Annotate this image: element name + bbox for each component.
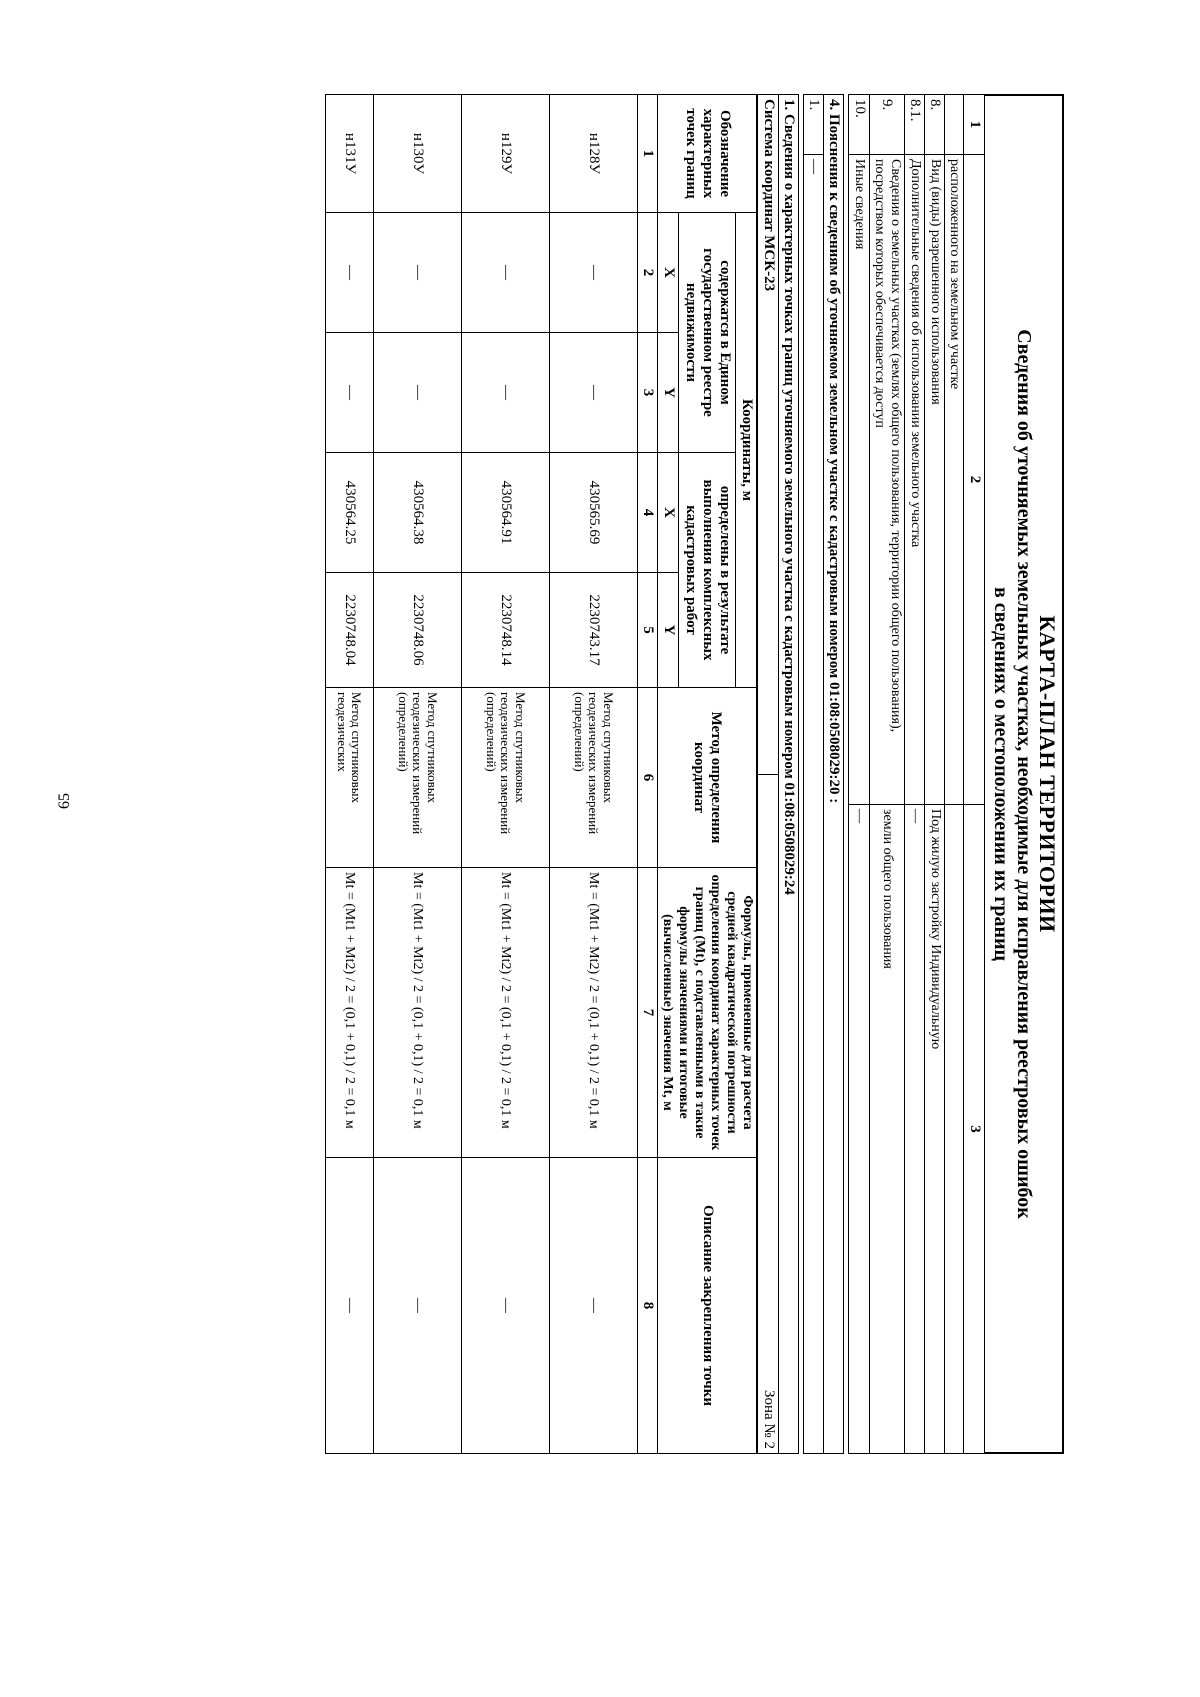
- subtitle-line-1: Сведения об уточняемых земельных участках, необходимые для исправления реестровых ошибок: [1012, 329, 1035, 1219]
- info-row: [869, 95, 904, 1454]
- point-name: н128У: [549, 95, 637, 213]
- info-col-label: 2: [964, 155, 984, 805]
- col-number: 4: [637, 453, 657, 573]
- section1-title: 1. Сведения о характерных точках границ уточняемого земельного участка с кадастровым номером 01:08:0508029:24: [778, 95, 798, 1454]
- section4-row-value: —: [803, 155, 823, 1454]
- info-row-label: Дополнительные сведения об использовании земельного участка: [904, 155, 924, 805]
- info-row-label: Сведения о земельных участках (землях общего пользования, территории общего пользования), посредством которых обеспечивается доступ: [869, 155, 904, 805]
- col-number: 7: [637, 868, 657, 1158]
- page-number: 65: [56, 793, 73, 809]
- point-x: 430565.69: [549, 453, 637, 573]
- col-designation: Обозначение характерных точек границ: [657, 95, 757, 213]
- points-table: [325, 94, 758, 1454]
- col-coords: Координаты, м: [736, 213, 757, 688]
- col-method: Метод определения координат: [657, 688, 757, 868]
- point-description: —: [325, 1158, 373, 1454]
- document-sheet: [154, 94, 1064, 1454]
- col-number: 3: [637, 333, 657, 453]
- col-number-row: [637, 95, 657, 1454]
- col-cadastral: определены в результате выполнения комплексных кадастровых работ: [679, 453, 736, 688]
- point-y-egrn: —: [461, 333, 549, 453]
- col-y-egrn: Y: [657, 333, 678, 453]
- point-y: 2230748.06: [373, 573, 461, 688]
- subtitle-line-2: в сведениях о местоположении их границ: [989, 586, 1012, 962]
- table-row: [549, 95, 637, 1454]
- col-number: 6: [637, 688, 657, 868]
- col-number: 1: [637, 95, 657, 213]
- zone-label: Зона № 2: [758, 774, 778, 1454]
- point-x-egrn: —: [549, 213, 637, 333]
- info-row-value: Под жилую застройку Индивидуальную: [925, 805, 945, 1454]
- point-method: Метод спутниковых геодезических: [325, 688, 373, 868]
- point-description: —: [549, 1158, 637, 1454]
- point-description: —: [373, 1158, 461, 1454]
- info-row: [849, 95, 869, 1454]
- col-x: X: [657, 453, 678, 573]
- point-formula: Mt = (Mt1 + Mt2) / 2 = (0,1 + 0,1) / 2 = 0,1 м: [325, 868, 373, 1158]
- info-row: [945, 95, 964, 1454]
- info-col-value: 3: [964, 805, 984, 1454]
- point-formula: Mt = (Mt1 + Mt2) / 2 = (0,1 + 0,1) / 2 = 0,1 м: [549, 868, 637, 1158]
- point-y: 2230743.17: [549, 573, 637, 688]
- point-y-egrn: —: [549, 333, 637, 453]
- info-table: [848, 94, 984, 1454]
- title-block: [985, 94, 1064, 1454]
- point-name: н130У: [373, 95, 461, 213]
- table-row: [325, 95, 373, 1454]
- point-method: Метод спутниковых геодезических измерений (определений): [549, 688, 637, 868]
- info-row-value: земли общего пользования: [869, 805, 904, 1454]
- point-formula: Mt = (Mt1 + Mt2) / 2 = (0,1 + 0,1) / 2 = 0,1 м: [461, 868, 549, 1158]
- point-x: 430564.38: [373, 453, 461, 573]
- col-y: Y: [657, 573, 678, 688]
- point-y-egrn: —: [325, 333, 373, 453]
- point-method: Метод спутниковых геодезических измерений (определений): [373, 688, 461, 868]
- col-egrn: содержатся в Едином государственном реестре недвижимости: [679, 213, 736, 453]
- info-row-num: 8.1.: [904, 95, 924, 155]
- point-x: 430564.91: [461, 453, 549, 573]
- col-number: 8: [637, 1158, 657, 1454]
- table-row: [461, 95, 549, 1454]
- point-x-egrn: —: [373, 213, 461, 333]
- info-row-value: —: [849, 805, 869, 1454]
- col-number: 2: [637, 213, 657, 333]
- point-x-egrn: —: [461, 213, 549, 333]
- info-row: [904, 95, 924, 1454]
- point-y-egrn: —: [373, 333, 461, 453]
- info-col-num: 1: [964, 95, 984, 155]
- info-row-num: 8.: [925, 95, 945, 155]
- point-description: —: [461, 1158, 549, 1454]
- info-row-num: 9.: [869, 95, 904, 155]
- point-formula: Mt = (Mt1 + Mt2) / 2 = (0,1 + 0,1) / 2 = 0,1 м: [373, 868, 461, 1158]
- page-title: КАРТА-ПЛАН ТЕРРИТОРИИ: [1035, 615, 1060, 933]
- info-row-value: [945, 805, 964, 1454]
- point-x: 430564.25: [325, 453, 373, 573]
- section1-header: [757, 94, 799, 1454]
- info-row-label: расположенного на земельном участке: [945, 155, 964, 805]
- info-row-value: —: [904, 805, 924, 1454]
- col-formula: Формулы, примененные для расчета средней квадратической погрешности определения координат характерных точек границ (Mt), с подставленными в такие формулы значениями и итоговые (вычисленные) значения Mt, м: [657, 868, 757, 1158]
- col-number: 5: [637, 573, 657, 688]
- point-name: н131У: [325, 95, 373, 213]
- info-header-row: [964, 95, 984, 1454]
- col-x-egrn: X: [657, 213, 678, 333]
- section4-table: [803, 94, 845, 1454]
- col-description: Описание закрепления точки: [657, 1158, 757, 1454]
- point-name: н129У: [461, 95, 549, 213]
- section4-title: 4. Пояснения к сведениям об уточняемом земельном участке с кадастровым номером 01:08:0508029:20 :: [824, 95, 844, 1454]
- info-row-num: [945, 95, 964, 155]
- info-row-num: 10.: [849, 95, 869, 155]
- point-method: Метод спутниковых геодезических измерений (определений): [461, 688, 549, 868]
- info-row-label: Иные сведения: [849, 155, 869, 805]
- point-y: 2230748.04: [325, 573, 373, 688]
- point-x-egrn: —: [325, 213, 373, 333]
- section4-row-num: 1.: [803, 95, 823, 155]
- info-row: [925, 95, 945, 1454]
- info-row-label: Вид (виды) разрешенного использования: [925, 155, 945, 805]
- table-row: [373, 95, 461, 1454]
- coord-system: Система координат МСК-23: [758, 95, 778, 775]
- point-y: 2230748.14: [461, 573, 549, 688]
